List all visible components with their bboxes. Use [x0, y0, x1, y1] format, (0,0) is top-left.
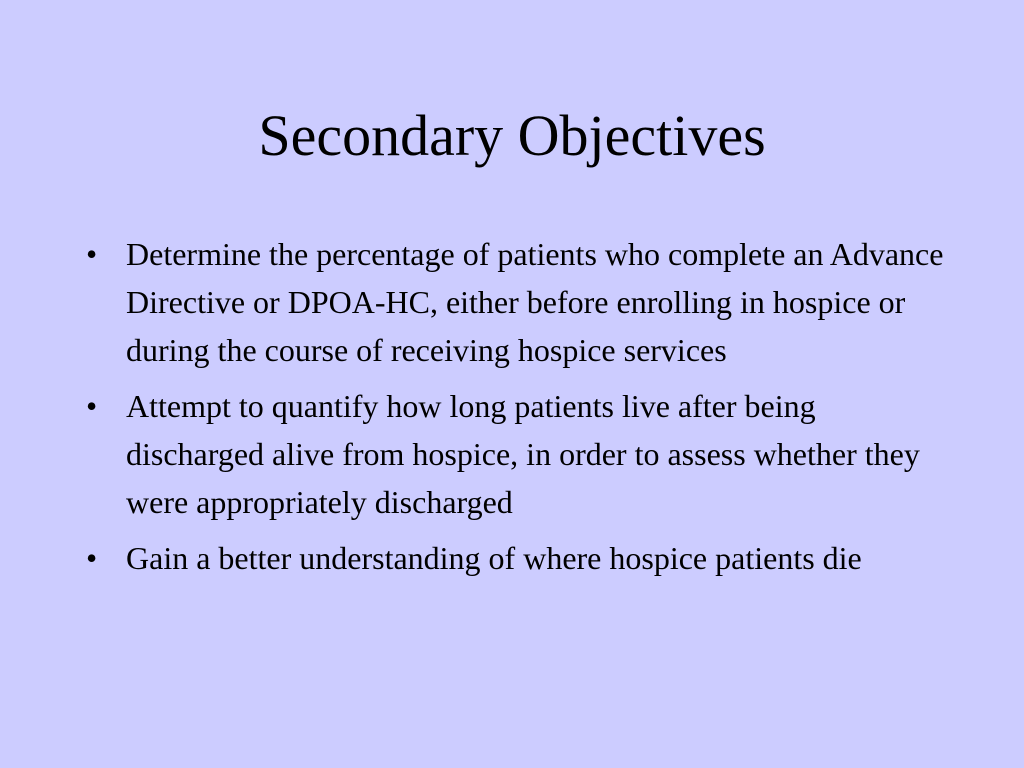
bullet-dot-icon: • [86, 540, 98, 576]
bullet-item [86, 382, 946, 526]
bullet-text: Attempt to quantify how long patients live after being discharged alive from hospice, in order to assess whether they were appropriately discharged [126, 388, 920, 520]
bullet-list [86, 230, 946, 590]
bullet-item [86, 534, 946, 582]
slide-title: Secondary Objectives [258, 103, 766, 168]
bullet-dot-icon: • [86, 236, 98, 272]
bullet-text: Gain a better understanding of where hospice patients die [126, 540, 862, 576]
bullet-item [86, 230, 946, 374]
bullet-dot-icon: • [86, 388, 98, 424]
bullet-text: Determine the percentage of patients who complete an Advance Directive or DPOA-HC, either before enrolling in hospice or during the course of receiving hospice services [126, 236, 944, 368]
